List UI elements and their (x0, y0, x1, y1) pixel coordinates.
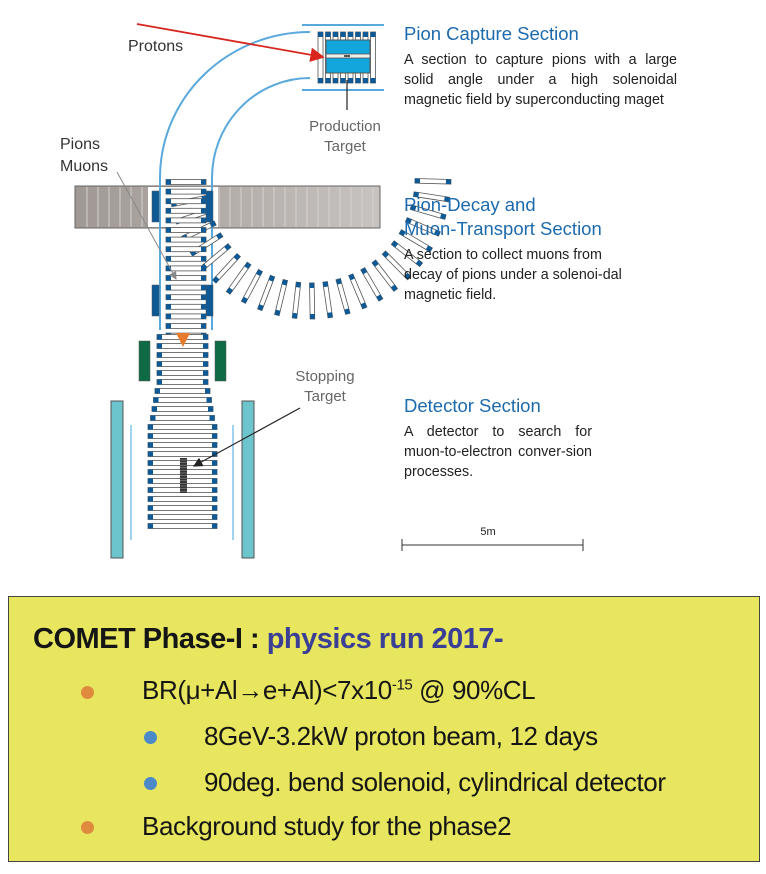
bullet-icon (81, 821, 94, 834)
coil-ring (151, 416, 215, 421)
coil-ring (148, 425, 217, 430)
scale-label: 5m (480, 526, 496, 538)
detector-slab (242, 401, 254, 558)
coil-ring (166, 295, 206, 300)
coil-ring (166, 237, 206, 242)
summary-item: 90deg. bend solenoid, cylindrical detector (204, 767, 666, 797)
coil-ring (310, 283, 315, 319)
shielding-wall (75, 186, 380, 228)
summary-item: Background study for the phase2 (142, 811, 512, 841)
production-target-label: Production (309, 118, 381, 135)
coil-ring (148, 452, 217, 457)
section-text: A detector to search for muon-to-electron conver-sion processes. (404, 424, 592, 480)
item-text: BR(μ+Al→e+Al)<7x10 (142, 675, 392, 705)
coil-ring (166, 218, 206, 223)
detector-section (404, 394, 592, 482)
coil-ring (166, 276, 206, 281)
coil-ring (157, 380, 208, 385)
summary-box (8, 596, 760, 862)
capture-coil (371, 32, 376, 83)
superscript: -15 (391, 676, 413, 694)
coil-ring (166, 304, 206, 309)
magnet-block (152, 285, 159, 316)
stopping-target-label: Stopping (295, 368, 355, 385)
coil-ring (148, 497, 217, 502)
coil-ring (166, 199, 206, 204)
summary-item (142, 675, 535, 706)
coil-ring (166, 285, 206, 290)
item-text-after: @ 90%CL (412, 675, 536, 705)
section-title-line: Muon-Transport Section (404, 218, 602, 239)
bullet-icon (81, 686, 94, 699)
coil-ring (166, 180, 206, 185)
title-highlight: physics run 2017- (266, 623, 504, 655)
coil-ring (154, 398, 212, 403)
stopping-target (180, 458, 187, 493)
coil-ring (157, 353, 208, 358)
coil-ring (349, 274, 367, 309)
coil-ring (166, 314, 206, 319)
coil-ring (148, 443, 217, 448)
muons-label: Muons (60, 158, 109, 175)
bullet-icon (144, 777, 157, 790)
section-title: Pion Capture Section (404, 23, 579, 44)
coil-ring (155, 389, 210, 394)
protons-label: Protons (128, 38, 184, 55)
magnet-block (152, 191, 159, 222)
coil-ring (157, 371, 208, 376)
coil-ring (336, 279, 350, 315)
coil-ring (148, 524, 217, 529)
coil-ring (415, 179, 451, 185)
coil-ring (292, 282, 301, 318)
magnet-block (206, 191, 213, 222)
pion-decay-section (404, 193, 677, 305)
pion-capture-section (404, 22, 677, 110)
title-main: COMET Phase-I : (33, 623, 267, 655)
coil-ring (166, 266, 206, 271)
section-title: Detector Section (404, 395, 541, 416)
detector-slab (111, 401, 123, 558)
coil-ring (152, 407, 213, 412)
coil-ring (258, 275, 275, 310)
coil-ring (241, 269, 262, 303)
coil-ring (166, 247, 206, 252)
coil-ring (166, 256, 206, 261)
coil-ring (275, 280, 288, 316)
coil-ring (148, 515, 217, 520)
green-magnet (139, 341, 150, 381)
coil-ring (166, 324, 206, 329)
summary-item: 8GeV-3.2kW proton beam, 12 days (204, 721, 598, 751)
section-title (404, 193, 677, 241)
production-target-label-2: Target (324, 138, 366, 155)
magnet-block (206, 285, 213, 316)
coil-ring (166, 228, 206, 233)
summary-title (33, 623, 503, 656)
section-text: A section to collect muons from decay of pions under a solenoi-dal magnetic field. (404, 247, 622, 303)
coil-ring (166, 208, 206, 213)
coil-ring (157, 362, 208, 367)
coil-ring (323, 282, 333, 318)
section-title-line: Pion-Decay and (404, 194, 536, 215)
coil-ring (166, 189, 206, 194)
coil-ring (148, 506, 217, 511)
pions-label: Pions (60, 136, 101, 153)
green-magnet (215, 341, 226, 381)
stopping-target-label-2: Target (304, 388, 346, 405)
coil-ring (148, 434, 217, 439)
bullet-icon (144, 731, 157, 744)
section-text: A section to capture pions with a large solid angle under a high solenoidal magnetic field by superconducting maget (404, 52, 677, 108)
